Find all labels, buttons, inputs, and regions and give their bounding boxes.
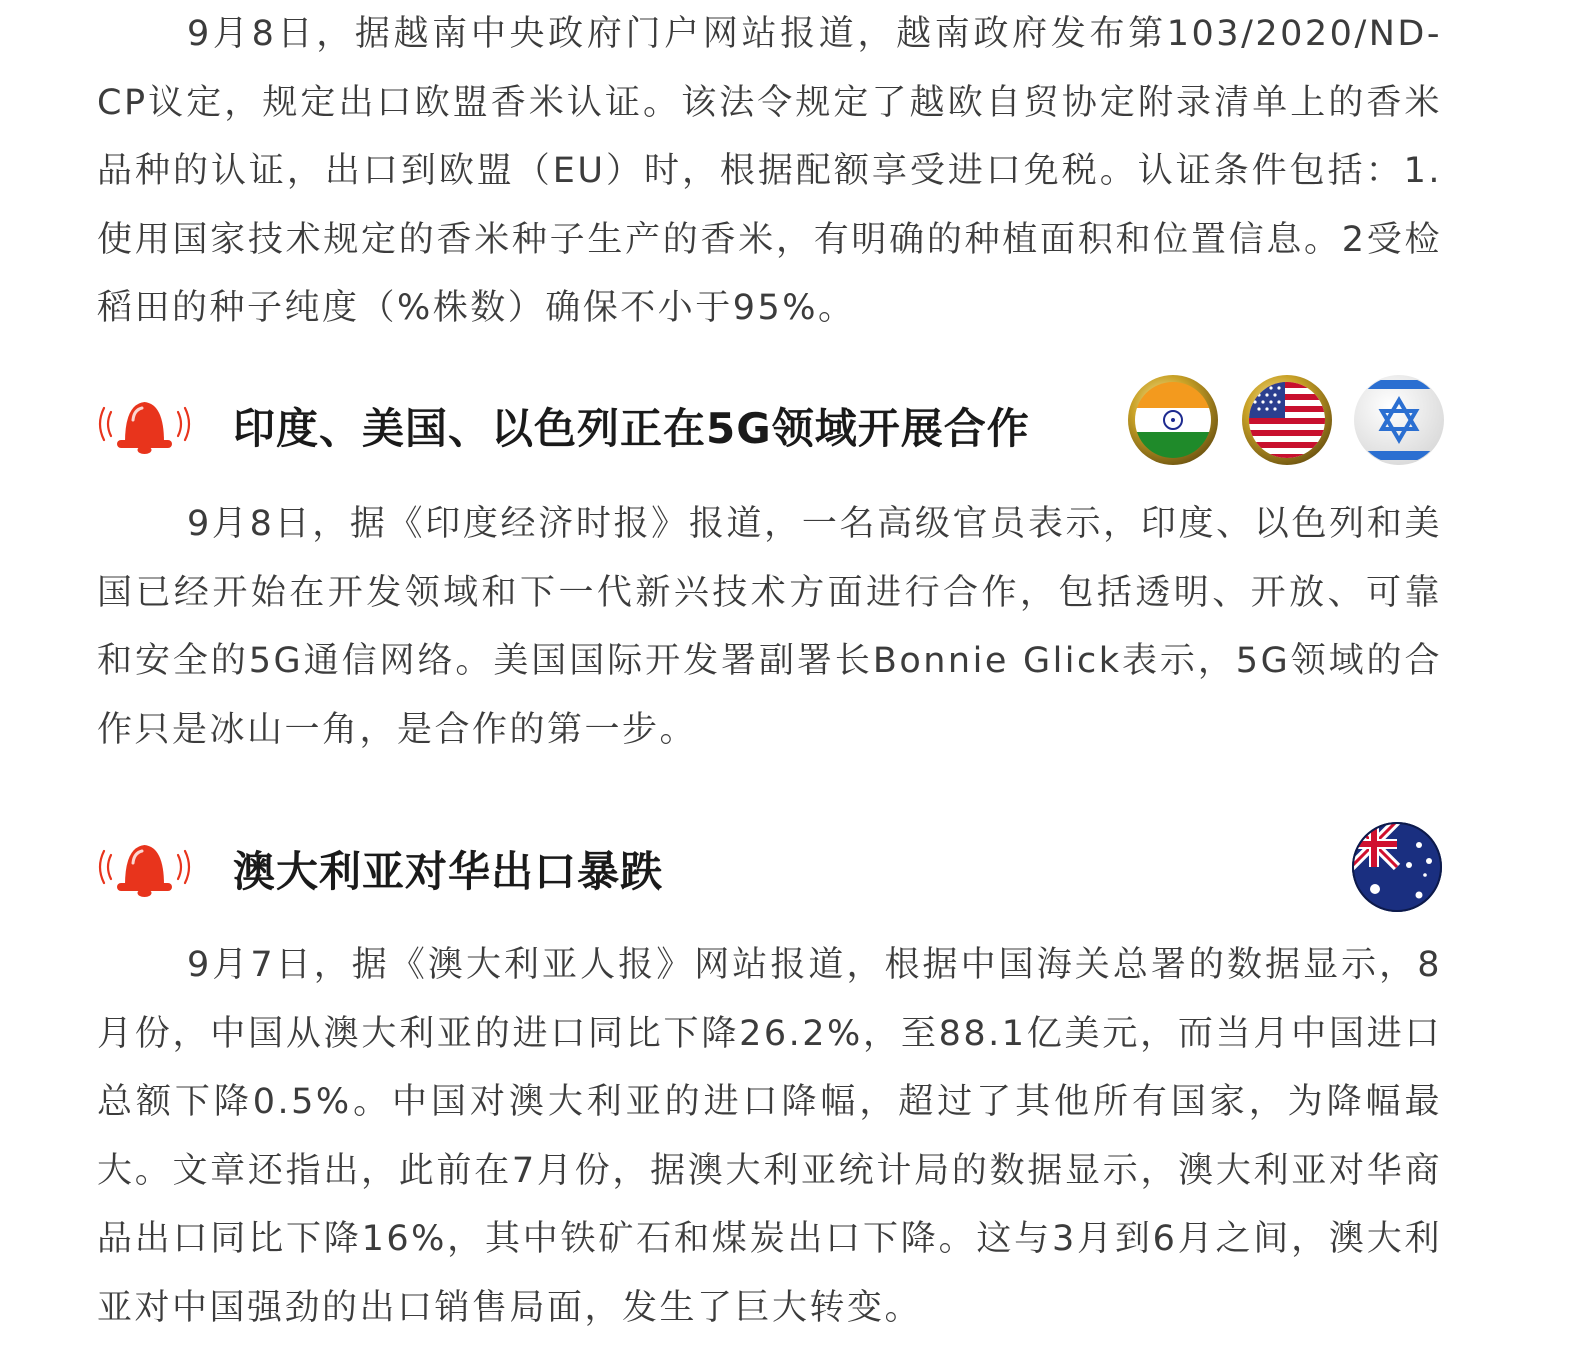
section-header-5g <box>97 374 1447 474</box>
section-body-australia: 9月7日，据《澳大利亚人报》网站报道，根据中国海关总署的数据显示，8月份，中国从澳大利亚的进口同比下降26.2%，至88.1亿美元，而当月中国进口总额下降0.5%。中国对澳大利亚的进口降幅，超过了其他所有国家，为降幅最大。文章还指出，此前在7月份，据澳大利亚统计局的数据显示，澳大利亚对华商品出口同比下降16%，其中铁矿石和煤炭出口下降。这与3月到6月之间，澳大利亚对中国强劲的出口销售局面，发生了巨大转变。 <box>97 945 1442 1328</box>
section-body-5g: 9月8日，据《印度经济时报》报道，一名高级官员表示，印度、以色列和美国已经开始在开发领域和下一代新兴技术方面进行合作，包括透明、开放、可靠和安全的5G通信网络。美国国际开发署副署长Bonnie Glick表示，5G领域的合作只是冰山一角，是合作的第一步。 <box>97 504 1442 750</box>
intro-paragraph: 9月8日，据越南中央政府门户网站报道，越南政府发布第103/2020/ND-CP议定，规定出口欧盟香米认证。该法令规定了越欧自贸协定附录清单上的香米品种的认证，出口到欧盟（EU）时，根据配额享受进口免税。认证条件包括：1.使用国家技术规定的香米种子生产的香米，有明确的种植面积和位置信息。2受检稻田的种子纯度（%株数）确保不小于95%。 <box>97 14 1442 328</box>
alarm-bell-icon <box>97 833 192 899</box>
india-flag-icon <box>1127 374 1219 466</box>
australia-flag-icon <box>1351 821 1443 913</box>
israel-flag-icon <box>1353 374 1445 466</box>
section-title: 印度、美国、以色列正在5G领域开展合作 <box>233 404 1030 453</box>
alarm-bell-icon <box>97 390 192 456</box>
section-title: 澳大利亚对华出口暴跌 <box>233 847 664 896</box>
usa-flag-icon <box>1241 374 1333 466</box>
section-header-australia <box>97 817 1447 917</box>
